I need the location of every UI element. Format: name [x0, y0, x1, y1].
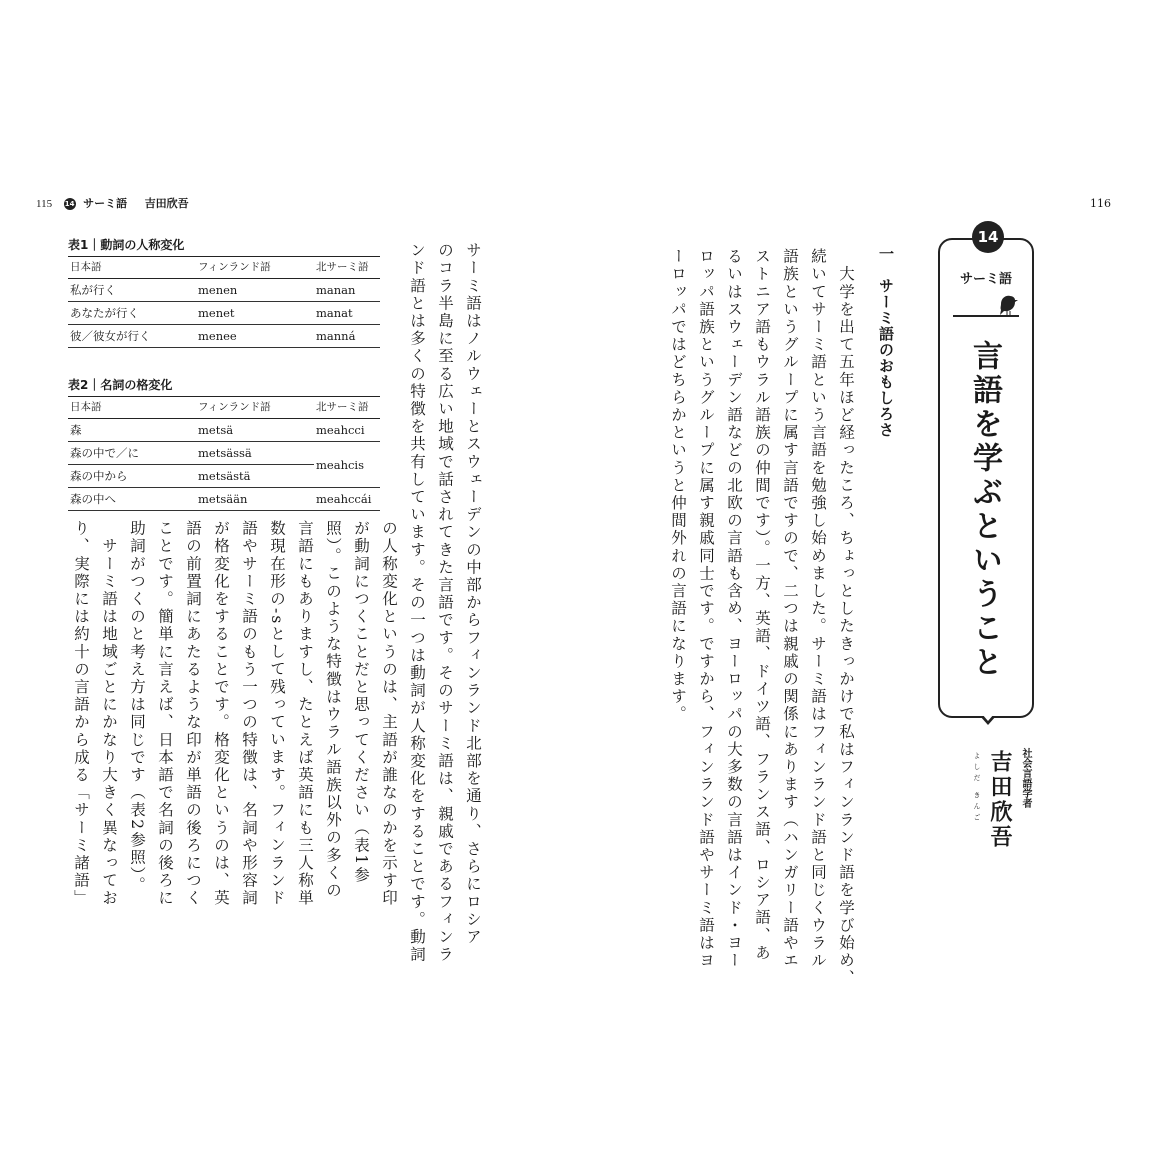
section-heading: 一 サーミ語のおもしろさ: [877, 246, 895, 438]
body-line: ロッパ語族というグループに属す親戚同士です。ですから、フィンランド語やサーミ語はヨ: [697, 248, 715, 970]
table-cell: meahcci: [314, 419, 380, 442]
table-cell: 森の中へ: [68, 488, 196, 511]
body-line: 数現在形の-sとして残っています。フィンランド: [268, 520, 286, 907]
table-cell: metsä: [196, 419, 314, 442]
table-cell: あなたが行く: [68, 302, 196, 325]
table-cell: menen: [196, 279, 314, 302]
table1: [68, 256, 380, 348]
page-number-right: 116: [1090, 197, 1111, 210]
table-row: [68, 279, 380, 302]
table-cell: menee: [196, 325, 314, 348]
author-role: 社会言語学者: [1020, 748, 1031, 808]
body-line: 続いてサーミ語という言語を勉強し始めました。サーミ語はフィンランド語と同じくウラル: [809, 248, 827, 970]
table-cell: 彼／彼女が行く: [68, 325, 196, 348]
table-cell: metsästä: [196, 465, 314, 488]
table-cell: manat: [314, 302, 380, 325]
body-line: が格変化をすることです。格変化というのは、英: [212, 520, 230, 908]
table2-header: 北サーミ語: [314, 397, 380, 419]
body-line: ンド語とは多くの特徴を共有しています。その一つは動詞が人称変化をすることです。動詞: [408, 242, 426, 964]
body-line: 照）。このような特徴はウラル語族以外の多くの: [324, 520, 342, 900]
bird-icon: [998, 292, 1020, 316]
chapter-title: 言語を学ぶということ: [967, 340, 1002, 680]
table1-header: 北サーミ語: [314, 257, 380, 279]
running-head-language: サーミ語: [83, 197, 128, 210]
body-line: ことです。簡単に言えば、日本語で名詞の後ろに: [156, 520, 174, 908]
body-line: ーロッパではどちらかというと仲間外れの言語になります。: [669, 248, 687, 724]
body-line: のコラ半島に至る広い地域で話されてきた言語です。そのサーミ語は、親戚であるフィンラ: [436, 242, 454, 964]
table-cell: 私が行く: [68, 279, 196, 302]
table1-header: 日本語: [68, 257, 196, 279]
body-line: り、実際には約十の言語から成る「サーミ諸語」: [72, 520, 90, 908]
table-cell: manná: [314, 325, 380, 348]
box-pointer-inner: [982, 714, 994, 721]
body-line: ストニア語もウラル語族の仲間です）。一方、英語、ドイツ語、フランス語、ロシア語、あ: [753, 248, 771, 962]
table-cell: metsässä: [196, 442, 314, 465]
perch-line: [953, 315, 1019, 317]
table2-header: フィンランド語: [196, 397, 314, 419]
author-name-ruby: よしだ きんご: [973, 752, 981, 825]
body-line: 語の前置詞にあたるような印が単語の後ろにつく: [184, 520, 202, 908]
body-line: 言語にもありますし、たとえば英語にも三人称単: [296, 520, 314, 908]
chapter-number-badge: 14: [972, 221, 1004, 253]
page-number-left: 115: [36, 198, 53, 210]
body-line: 助詞がつくのと考え方は同じです（表2参照）。: [128, 520, 146, 894]
body-line: サーミ語はノルウェーとスウェーデンの中部からフィンランド北部を通り、さらにロシア: [464, 242, 482, 946]
running-head-author: 吉田欣吾: [144, 197, 189, 210]
chapter-chip: 14: [64, 200, 75, 208]
table-cell: manan: [314, 279, 380, 302]
body-line: るいはスウェーデン語などの北欧の言語も含め、ヨーロッパの大多数の言語はインド・ヨー: [725, 248, 743, 970]
table-cell: meahcis: [314, 442, 380, 488]
body-line: の人称変化というのは、主語が誰なのかを示す印: [380, 520, 398, 908]
table2: [68, 396, 380, 511]
chapter-language-label: サーミ語: [959, 272, 1012, 287]
table-cell: metsään: [196, 488, 314, 511]
table1-header: フィンランド語: [196, 257, 314, 279]
body-line: 語やサーミ語のもう一つの特徴は、名詞や形容詞: [240, 520, 258, 908]
body-line: 大学を出て五年ほど経ったころ、ちょっとしたきっかけで私はフィンランド語を学び始め、: [837, 248, 855, 988]
table2-title: 表2｜名詞の格変化: [68, 378, 173, 392]
table-row: [68, 442, 380, 465]
table-cell: 森: [68, 419, 196, 442]
running-head-left: [36, 197, 189, 211]
table-cell: 森の中から: [68, 465, 196, 488]
table2-header: 日本語: [68, 397, 196, 419]
table-cell: 森の中で／に: [68, 442, 196, 465]
table-cell: menet: [196, 302, 314, 325]
body-line: サーミ語は地域ごとにかなり大きく異なってお: [100, 520, 118, 908]
body-line: 語族というグループに属す言語ですので、二つは親戚の関係にあります（ハンガリー語やエ: [781, 248, 799, 970]
table-cell: meahccái: [314, 488, 380, 511]
table1-title: 表1｜動詞の人称変化: [68, 238, 185, 252]
table-row: [68, 419, 380, 442]
table-row: [68, 325, 380, 348]
author-name: 吉田欣吾: [987, 750, 1012, 850]
table-row: [68, 302, 380, 325]
body-line: が動詞につくことだと思ってください（表1参: [352, 520, 370, 884]
table-row: [68, 488, 380, 511]
